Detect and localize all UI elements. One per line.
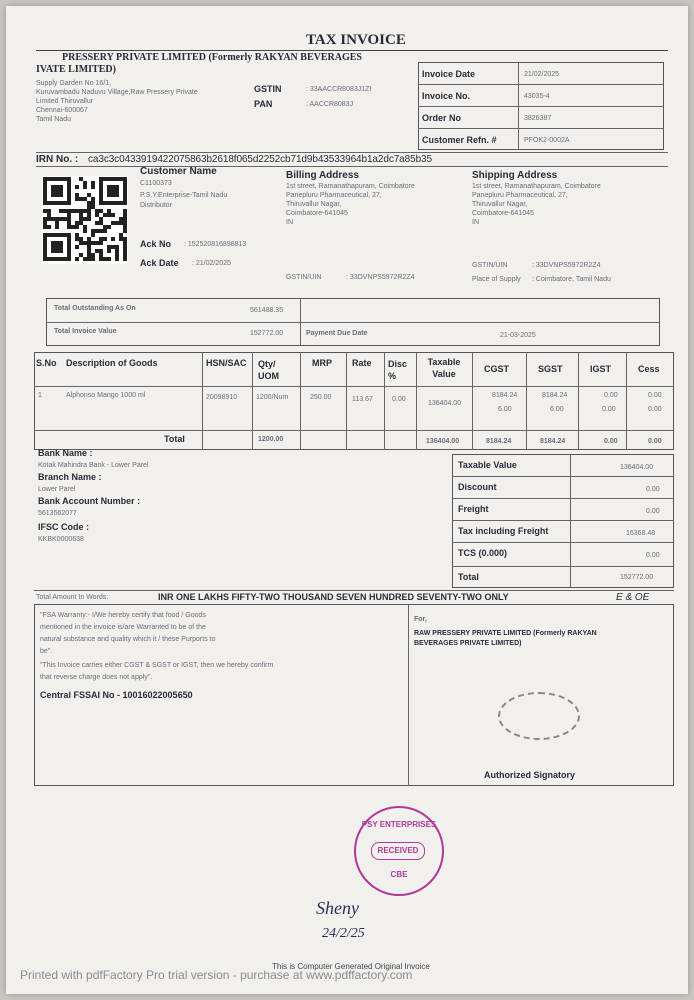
gstin-uin-right-value: : 33DVNPS5972R2Z4 — [532, 262, 601, 269]
header-taxable: Taxable Value — [427, 357, 461, 379]
bank-name-label: Bank Name : — [38, 448, 93, 458]
company-address-3: Limited Thiruvallur — [36, 98, 94, 105]
stamp-bottom-text: CBE — [390, 870, 408, 879]
summary-tax-freight-value: 16368.48 — [626, 530, 656, 537]
bank-name-value: Kotak Mahindra Bank - Lower Parel — [38, 462, 149, 469]
summary-line-3 — [452, 520, 674, 521]
meta-row-line-3 — [418, 128, 664, 129]
outstanding-label: Total Outstanding As On — [54, 305, 136, 312]
header-hsn: HSN/SAC — [206, 358, 247, 368]
company-seal — [498, 692, 580, 740]
outstanding-value: 561488.35 — [250, 307, 284, 314]
pan-label: PAN — [254, 99, 273, 109]
total-row-taxable: 136404.00 — [426, 438, 460, 445]
terms-col-divider — [408, 604, 409, 786]
total-invoice-value: 152772.00 — [250, 330, 284, 337]
summary-line-1 — [452, 476, 674, 477]
shipping-line-1: 1st street, Ramanathapuram, Coimbatore — [472, 183, 601, 190]
handwritten-date: 24/2/25 — [322, 926, 365, 941]
item-description: Alphonso Mango 1000 ml — [66, 392, 146, 399]
billing-line-2: Panepluru Pharmaceutical, 27, — [286, 192, 382, 199]
col-line-mrp — [300, 352, 301, 450]
item-hsn: 20098910 — [206, 394, 238, 401]
item-sgst: 8184.24 — [542, 392, 568, 399]
summary-line-5 — [452, 566, 674, 567]
item-cgst: 8184.24 — [492, 392, 518, 399]
payment-due-value: 21-03-2025 — [500, 332, 536, 339]
ack-no-label: Ack No — [140, 239, 172, 249]
item-cess-rate: 0.00 — [648, 406, 662, 413]
branch-name-label: Branch Name : — [38, 472, 102, 482]
billing-line-1: 1st street, Ramanathapuram, Coimbatore — [286, 183, 415, 190]
header-rate: Rate — [352, 358, 372, 368]
customer-title: Customer Name — [140, 166, 217, 177]
summary-total-label: Total — [458, 572, 479, 582]
outstanding-mid-line — [46, 322, 660, 323]
ifsc-label: IFSC Code : — [38, 522, 89, 532]
authorized-signatory: Authorized Signatory — [484, 770, 576, 780]
total-row-sgst: 8184.24 — [540, 438, 566, 445]
col-line-cgst — [472, 352, 473, 450]
item-igst: 0.00 — [604, 392, 618, 399]
customer-code: C1100373 — [140, 180, 172, 187]
terms-line-1: "FSA Warranty:- I/We hereby certify that food / Goods — [40, 612, 206, 619]
amount-words-value: INR ONE LAKHS FIFTY-TWO THOUSAND SEVEN HUNDRED SEVENTY-TWO ONLY — [158, 592, 509, 602]
shipping-line-3: Thiruvallur Nagar, — [472, 201, 528, 208]
item-qty: 1200/Num — [256, 394, 289, 401]
summary-taxable-label: Taxable Value — [458, 460, 517, 470]
shipping-title: Shipping Address — [472, 170, 558, 181]
qr-code — [42, 176, 128, 264]
words-top-line — [34, 590, 674, 591]
irn-label: IRN No. : — [36, 154, 79, 165]
header-mrp: MRP — [312, 358, 332, 368]
invoice-date-value: 21/02/2025 — [524, 71, 560, 78]
header-cgst: CGST — [484, 364, 510, 374]
header-description: Description of Goods — [66, 358, 158, 368]
col-line-rate — [346, 352, 347, 450]
summary-discount-value: 0.00 — [646, 486, 660, 493]
item-cess: 0.00 — [648, 392, 662, 399]
total-row-qty: 1200.00 — [258, 436, 284, 443]
invoice-title: TAX INVOICE — [306, 32, 406, 48]
total-invoice-label: Total Invoice Value — [54, 328, 117, 335]
title-divider — [36, 50, 668, 51]
gstin-uin-right-label: GSTIN/UIN — [472, 262, 508, 269]
item-mrp: 250.00 — [310, 394, 332, 401]
company-address-5: Tamil Nadu — [36, 116, 72, 123]
total-row-cess: 0.00 — [648, 438, 662, 445]
summary-table — [452, 454, 674, 588]
billing-line-4: Coimbatore-641045 — [286, 210, 348, 217]
terms-line-3: natural substance and quality which it / these Purports to — [40, 636, 216, 643]
branch-name-value: Lower Parel — [38, 486, 76, 493]
summary-discount-label: Discount — [458, 482, 497, 492]
header-igst: IGST — [590, 364, 612, 374]
header-disc: Disc % — [388, 359, 408, 381]
stamp-top-text: PSY ENTERPRISES — [361, 820, 437, 829]
eoe-mark: E & OE — [616, 592, 650, 603]
gstin-uin-left-value: : 33DVNPS5972R2Z4 — [346, 274, 415, 281]
for-company-line1: RAW PRESSERY PRIVATE LIMITED (Formerly RAKYAN — [414, 630, 597, 637]
col-line-igst — [578, 352, 579, 450]
company-address-1: Supply Garden No 16/1, — [36, 80, 112, 87]
place-supply-label: Place of Supply — [472, 276, 521, 283]
meta-row-line-1 — [418, 84, 664, 85]
terms-line-2: mentioned in the invoice is/are Warranted to be of the — [40, 624, 206, 631]
customer-refn-value: PFOK2-0002A — [524, 137, 570, 144]
terms-line-4: be". — [40, 648, 53, 655]
customer-name-1: P.S.Y.Enterprise-Tamil Nadu — [140, 192, 228, 199]
billing-line-5: IN — [286, 219, 293, 226]
summary-line-4 — [452, 542, 674, 543]
fssai-number: Central FSSAI No - 10016022005650 — [40, 690, 193, 700]
summary-freight-value: 0.00 — [646, 508, 660, 515]
header-sgst: SGST — [538, 364, 563, 374]
col-line-qty — [252, 352, 253, 450]
stamp-middle-text: RECEIVED — [371, 842, 425, 860]
gstin-uin-left-label: GSTIN/UIN — [286, 274, 322, 281]
company-name-line2: IVATE LIMITED) — [36, 64, 116, 75]
footer-generated: This is Computer Generated Original Invoice — [272, 962, 430, 971]
gstin-label: GSTIN — [254, 84, 282, 94]
item-taxable: 136404.00 — [428, 400, 462, 407]
payment-due-label: Payment Due Date — [306, 330, 368, 337]
amount-words-label: Total Amount In Words: — [36, 594, 109, 601]
company-address-4: Chennai-600067 — [36, 107, 88, 114]
col-line-cess — [626, 352, 627, 450]
summary-tax-freight-label: Tax including Freight — [458, 526, 549, 536]
for-company-line2: BEVERAGES PRIVATE LIMITED) — [414, 640, 522, 647]
summary-taxable-value: 136404.00 — [620, 464, 654, 471]
item-cgst-rate: 6.00 — [498, 406, 512, 413]
item-disc: 0.00 — [392, 396, 406, 403]
col-line-hsn — [202, 352, 203, 450]
invoice-no-label: Invoice No. — [422, 91, 471, 101]
received-stamp — [354, 806, 444, 896]
ifsc-value: KKBK0000638 — [38, 536, 84, 543]
total-row-igst: 0.00 — [604, 438, 618, 445]
outstanding-col-divider — [300, 298, 301, 346]
summary-tcs-label: TCS (0.000) — [458, 548, 508, 558]
gstin-value: : 33AACCR8083J1ZI — [306, 86, 372, 93]
ack-date-value: : 21/02/2025 — [192, 260, 231, 267]
place-supply-value: : Coimbatore, Tamil Nadu — [532, 276, 611, 283]
order-no-label: Order No — [422, 113, 462, 123]
handwritten-signature: Sheny — [316, 898, 359, 918]
for-label: For, — [414, 616, 427, 623]
customer-refn-label: Customer Refn. # — [422, 135, 497, 145]
ack-date-label: Ack Date — [140, 258, 179, 268]
item-sgst-rate: 6.00 — [550, 406, 564, 413]
company-address-2: Kuruvambadu Naduvu Village,Raw Pressery Private — [36, 89, 198, 96]
invoice-date-label: Invoice Date — [422, 69, 476, 79]
terms-line-6: that reverse charge does not apply". — [40, 674, 153, 681]
company-name-line1: PRESSERY PRIVATE LIMITED (Formerly RAKYAN BEVERAGES — [62, 52, 362, 63]
col-line-sgst — [526, 352, 527, 450]
col-line-taxable — [416, 352, 417, 450]
billing-title: Billing Address — [286, 170, 359, 181]
invoice-page — [6, 6, 688, 994]
shipping-line-2: Panepluru Pharmaceutical, 27, — [472, 192, 568, 199]
header-qty: Qty/ UOM — [258, 359, 279, 381]
col-line-disc — [384, 352, 385, 450]
header-cess: Cess — [638, 364, 660, 374]
footer-watermark: Printed with pdfFactory Pro trial version - purchase at www.pdffactory.com — [20, 968, 413, 982]
irn-bottom-line — [36, 166, 668, 167]
total-row-cgst: 8184.24 — [486, 438, 512, 445]
pan-value: : AACCR8083J — [306, 101, 354, 108]
item-rate: 113.67 — [352, 396, 373, 403]
summary-col-divider — [570, 454, 571, 588]
shipping-line-4: Coimbatore-641045 — [472, 210, 534, 217]
irn-value: ca3c3c0433919422075863b2618f065d2252cb71d9b43533964b1a2dc7a85b35 — [88, 154, 432, 165]
total-row-label: Total — [164, 434, 185, 444]
bank-account-value: 5613562077 — [38, 510, 77, 517]
meta-row-line-2 — [418, 106, 664, 107]
item-sno: 1 — [38, 392, 42, 399]
item-igst-rate: 0.00 — [602, 406, 616, 413]
summary-total-value: 152772.00 — [620, 574, 654, 581]
order-no-value: 3826387 — [524, 115, 552, 122]
billing-line-3: Thiruvallur Nagar, — [286, 201, 342, 208]
customer-name-2: Distributor — [140, 202, 172, 209]
terms-line-5: "This Invoice carries either CGST & SGST or IGST, then we hereby confirm — [40, 662, 274, 669]
shipping-line-5: IN — [472, 219, 479, 226]
summary-freight-label: Freight — [458, 504, 489, 514]
ack-no-value: : 152520816898813 — [184, 241, 247, 248]
summary-tcs-value: 0.00 — [646, 552, 660, 559]
bank-account-label: Bank Account Number : — [38, 496, 141, 506]
header-sno: S.No — [36, 358, 57, 368]
invoice-no-value: 43035-4 — [524, 93, 550, 100]
summary-line-2 — [452, 498, 674, 499]
irn-top-line — [36, 152, 668, 153]
